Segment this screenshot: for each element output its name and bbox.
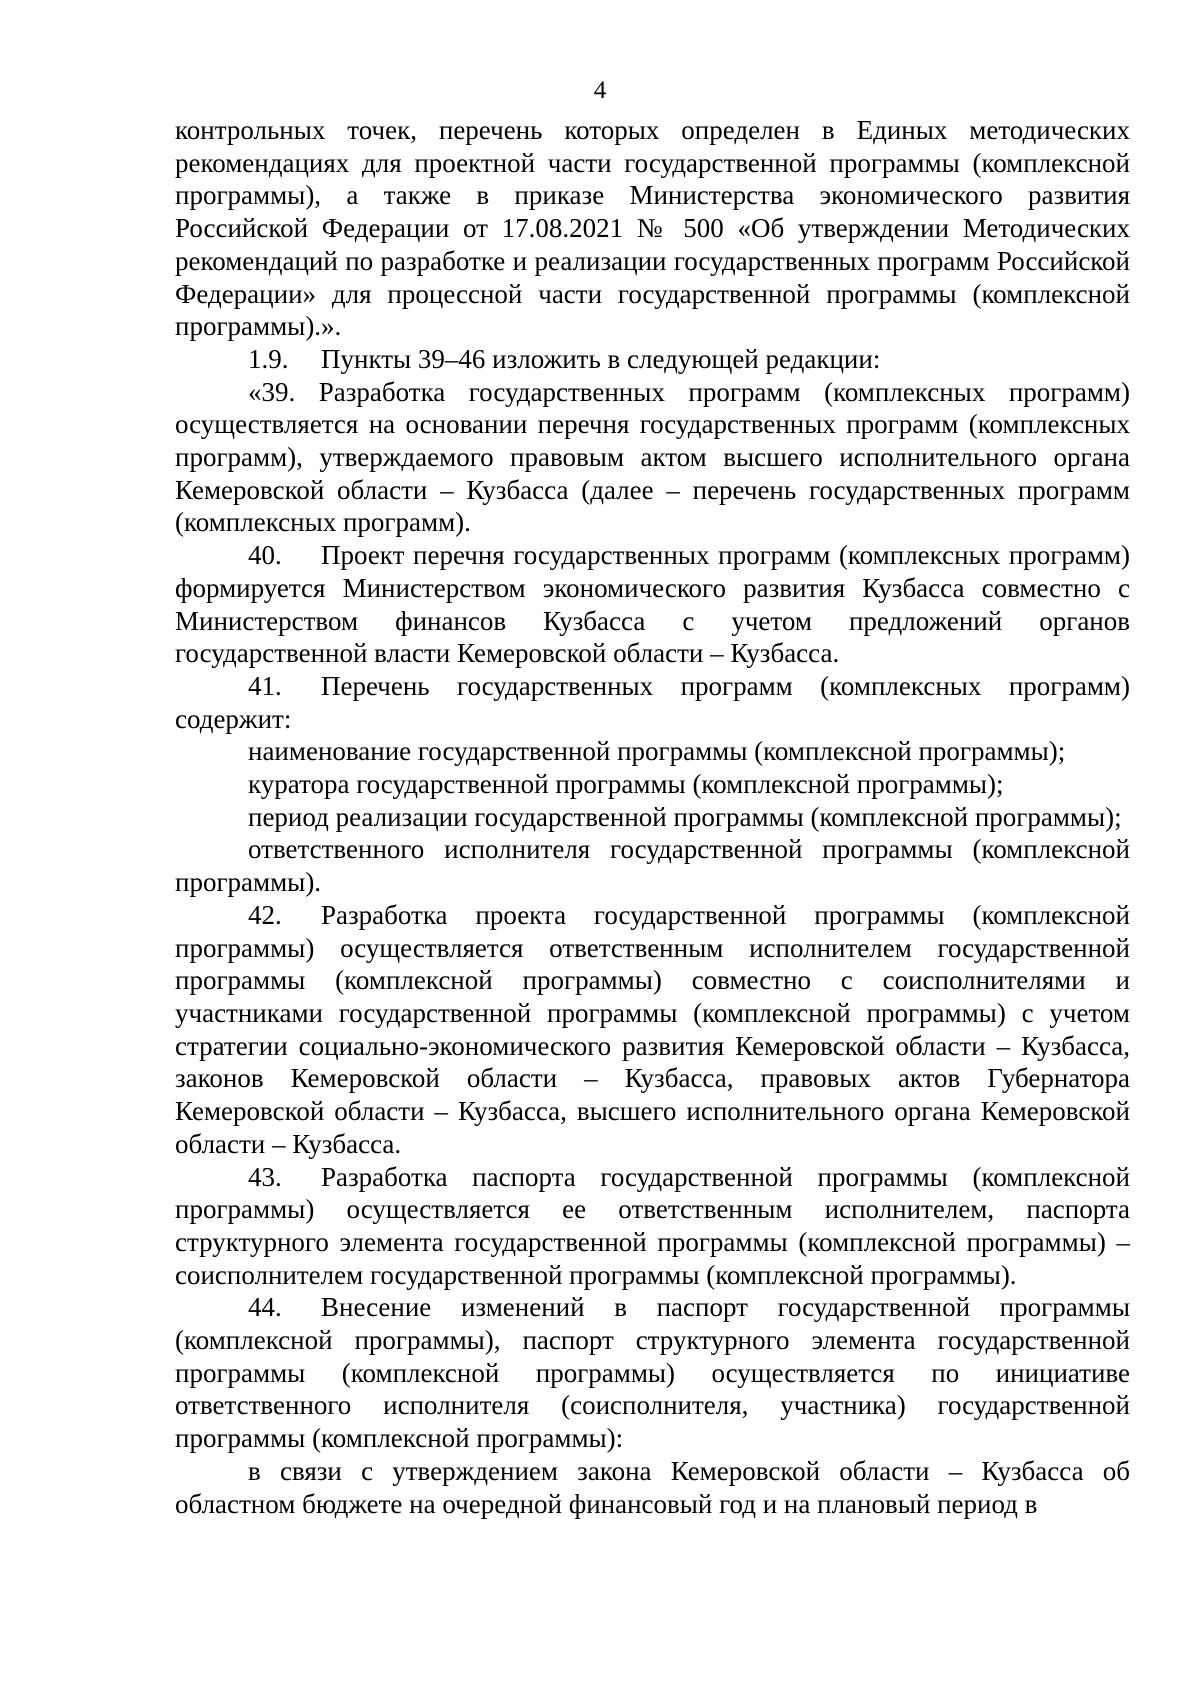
paragraph [175, 768, 1130, 801]
paragraph [175, 1455, 1130, 1520]
paragraph [175, 376, 1130, 540]
paragraph-text: Разработка проекта государственной программы (комплексной программы) осуществляется ответственным исполнителем государственной программы (комплексной программы) совместно с соисполнителями и участниками государственной программы (комплексной программы) с учетом стратегии социально-экономического развития Кемеровской области – Кузбасса, законов Кемеровской области – Кузбасса, правовых актов Губернатора Кемеровской области – Кузбасса, высшего исполнительного органа Кемеровской области – Кузбасса. [175, 899, 1130, 1159]
paragraph [175, 114, 1130, 343]
paragraph [175, 735, 1130, 768]
page-number: 4 [593, 77, 607, 104]
paragraph-number: 40. [248, 540, 282, 571]
paragraph-text: наименование государственной программы (комплексной программы); [248, 736, 1066, 767]
paragraph-text: Перечень государственных программ (комплексных программ) содержит: [175, 670, 1130, 734]
paragraph-number: 42. [248, 899, 282, 930]
paragraph-text: контрольных точек, перечень которых определен в Единых методических рекомендациях для проектной части государственной программы (комплексной программы), а также в приказе Министерства экономического развития Российской Федерации от 17.08.2021 № 500 «Об утверждении Методических рекомендаций по разработке и реализации государственных программ Российской Федерации» для процессной части государственной программы (комплексной программы).». [175, 115, 1130, 342]
paragraph [175, 899, 1130, 1161]
paragraph-text: Пункты 39–46 изложить в следующей редакции: [321, 343, 881, 374]
paragraph-text: куратора государственной программы (комплексной программы); [248, 769, 1004, 800]
paragraph [175, 801, 1130, 834]
paragraph-number: 41. [248, 670, 282, 701]
paragraph-number: 44. [248, 1292, 282, 1323]
document-body [175, 114, 1130, 1520]
paragraph-number: 43. [248, 1161, 282, 1192]
paragraph-text: период реализации государственной программы (комплексной программы); [248, 801, 1122, 832]
paragraph [175, 1161, 1130, 1292]
paragraph [175, 670, 1130, 735]
paragraph-text: Проект перечня государственных программ (комплексных программ) формируется Министерством экономического развития Кузбасса совместно с Министерством финансов Кузбасса с учетом предложений органов государственной власти Кемеровской области – Кузбасса. [175, 540, 1130, 669]
paragraph-text: «39. Разработка государственных программ (комплексных программ) осуществляется на основании перечня государственных программ (комплексных программ), утверждаемого правовым актом высшего исполнительного органа Кемеровской области – Кузбасса (далее – перечень государственных программ (комплексных программ). [175, 376, 1130, 538]
paragraph-number: 1.9. [248, 343, 289, 374]
paragraph [175, 343, 1130, 376]
paragraph [175, 1291, 1130, 1455]
paragraph [175, 833, 1130, 898]
paragraph-text: ответственного исполнителя государственной программы (комплексной программы). [175, 834, 1130, 898]
paragraph-text: в связи с утверждением закона Кемеровской области – Кузбасса об областном бюджете на очередной финансовый год и на плановый период в [175, 1455, 1130, 1519]
paragraph-text: Разработка паспорта государственной программы (комплексной программы) осуществляется ее ответственным исполнителем, паспорта структурного элемента государственной программы (комплексной программы) – соисполнителем государственной программы (комплексной программы). [175, 1161, 1130, 1290]
paragraph-text: Внесение изменений в паспорт государственной программы (комплексной программы), паспорт структурного элемента государственной программы (комплексной программы) осуществляется по инициативе ответственного исполнителя (соисполнителя, участника) государственной программы (комплексной программы): [175, 1292, 1130, 1454]
paragraph [175, 539, 1130, 670]
